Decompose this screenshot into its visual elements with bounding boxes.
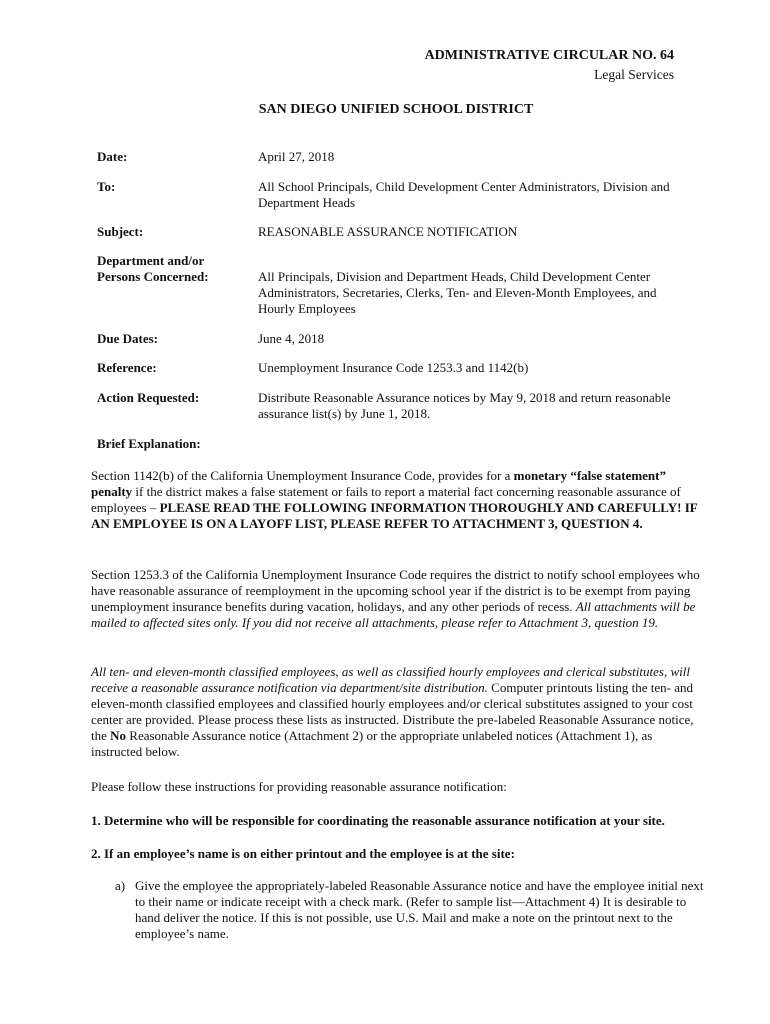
p3-text-a: All ten- and eleven-month classified employees, as well as classified hourly employees and clerical substitutes, will receive a reasonable assurance notification via department/site distribution. [91, 664, 690, 695]
reference-value: Unemployment Insurance Code 1253.3 and 1142(b) [258, 360, 529, 375]
step-2 [91, 846, 701, 862]
p1-text-b: monetary “false statement” penalty [91, 468, 666, 499]
step-1-text: 1. Determine who will be responsible for coordinating the reasonable assurance notification at your site. [91, 813, 665, 828]
list-item-a-text: Give the employee the appropriately-labeled Reasonable Assurance notice and have the employee initial next to their name or indicate receipt with a check mark. (Refer to sample list—Attachment 4) It is desirable to hand deliver the notice. If this is not possible, use U.S. Mail and make a note on the printout next to the employee’s name. [135, 878, 704, 941]
persons-concerned-label-line2: Persons Concerned: [97, 269, 209, 284]
persons-concerned-label [97, 253, 257, 285]
persons-concerned-label-line1: Department and/or [97, 253, 205, 268]
circular-title: ADMINISTRATIVE CIRCULAR NO. 64 [424, 48, 674, 63]
p3-text-d: Reasonable Assurance notice (Attachment 2) or the appropriate unlabeled notices (Attachment 1), as instructed below. [91, 728, 653, 759]
reference-label: Reference: [97, 360, 157, 375]
to-value: All School Principals, Child Development Center Administrators, Division and Department Heads [258, 179, 670, 210]
p3-text-c: No [110, 728, 127, 743]
p1-text-d: PLEASE READ THE FOLLOWING INFORMATION THOROUGHLY AND CAREFULLY! IF AN EMPLOYEE IS ON A LAYOFF LIST, PLEASE REFER TO ATTACHMENT 3, QUESTION 4. [91, 500, 698, 531]
circular-department: Legal Services [594, 67, 674, 82]
p1-text-a: Section 1142(b) of the California Unemployment Insurance Code, provides for a [91, 468, 514, 483]
paragraph-penalty [91, 468, 701, 532]
persons-concerned-value: All Principals, Division and Department Heads, Child Development Center Administrators, Secretaries, Clerks, Ten- and Eleven-Month Employees, and Hourly Employees [258, 269, 657, 316]
step-2-text: 2. If an employee’s name is on either printout and the employee is at the site: [91, 846, 515, 861]
paragraph-instructions-intro [91, 779, 701, 795]
due-dates-label: Due Dates: [97, 331, 159, 346]
subject-label: Subject: [97, 224, 144, 239]
paragraph-classified-employees [91, 664, 701, 760]
p3-text-b: Computer printouts listing the ten- and eleven-month classified employees and classified hourly employees and/or clerical substitutes assigned to your cost center are provided. Please process these lists as instructed. Distribute the pre-labeled Reasonable Assurance notice, the [91, 680, 694, 743]
paragraph-section-1253 [91, 567, 701, 631]
p1-text-c: if the district makes a false statement or fails to report a material fact concerning reasonable assurance of employees – [91, 484, 681, 515]
to-label: To: [97, 179, 116, 194]
date-value: April 27, 2018 [258, 149, 335, 164]
p2-text-a: Section 1253.3 of the California Unemployment Insurance Code requires the district to notify school employees who have reasonable assurance of reemployment in the upcoming school year if the district is to be exempt from paying unemployment insurance benefits during vacation, holidays, and any other periods of recess. [91, 567, 700, 614]
p4-text: Please follow these instructions for providing reasonable assurance notification: [91, 779, 507, 794]
action-requested-label: Action Requested: [97, 390, 200, 405]
district-name: SAN DIEGO UNIFIED SCHOOL DISTRICT [258, 102, 534, 117]
p2-text-b: All attachments will be mailed to affected sites only. If you did not receive all attachments, please refer to Attachment 3, question 19. [91, 599, 696, 630]
action-requested-value: Distribute Reasonable Assurance notices by May 9, 2018 and return reasonable assurance list(s) by June 1, 2018. [258, 390, 671, 421]
due-dates-value: June 4, 2018 [258, 331, 325, 346]
brief-explanation-label: Brief Explanation: [97, 436, 201, 451]
subject-value: REASONABLE ASSURANCE NOTIFICATION [258, 224, 518, 239]
list-item-a-marker: a) [115, 878, 126, 893]
date-label: Date: [97, 149, 128, 164]
step-1 [91, 813, 731, 829]
